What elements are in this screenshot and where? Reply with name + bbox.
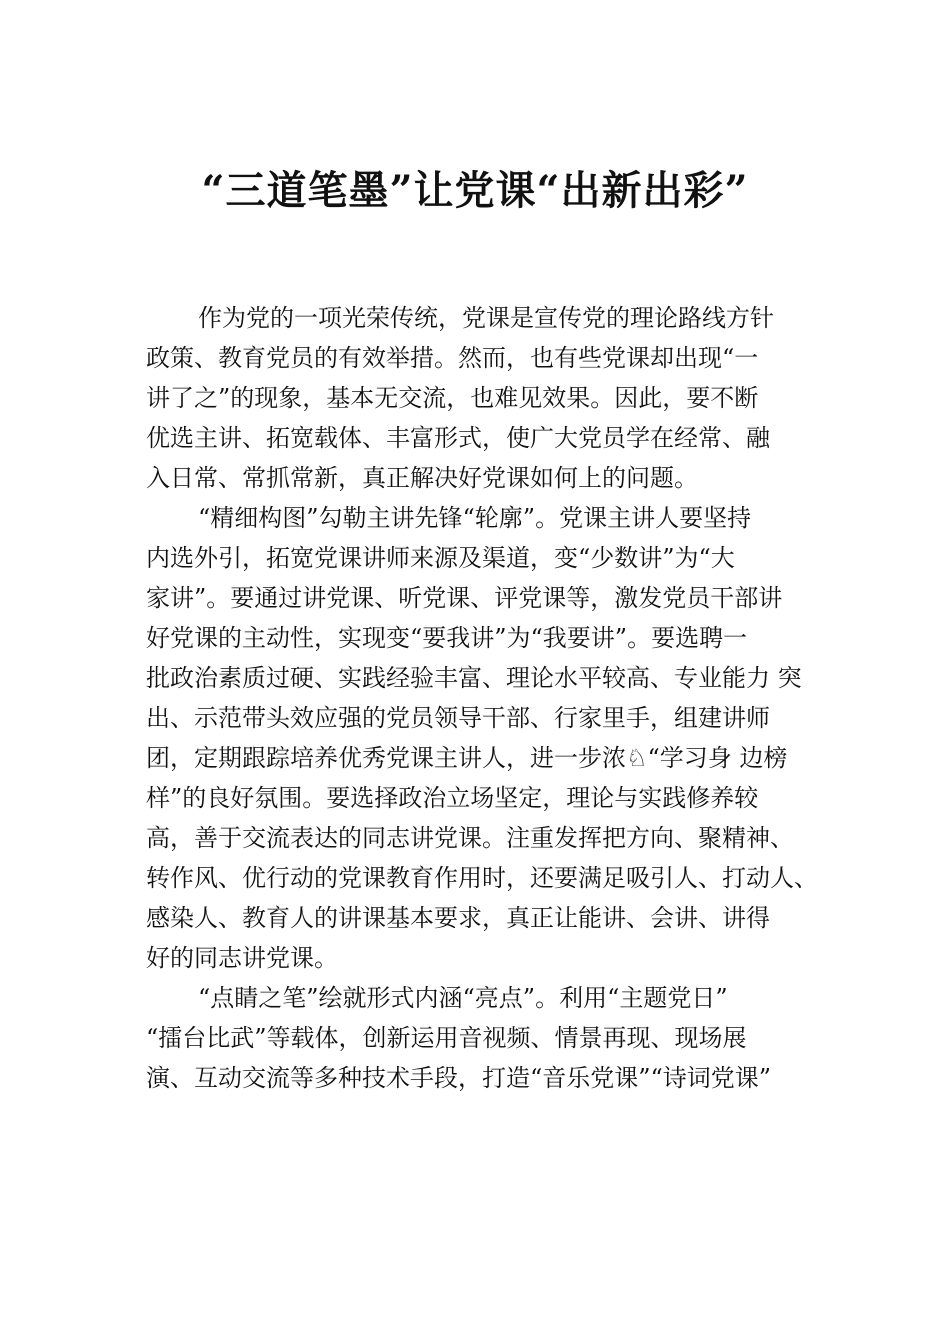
paragraph-2 <box>146 498 836 978</box>
paragraph-2-line-11: 感染人、教育人的讲课基本要求，真正让能讲、会讲、讲得 <box>146 904 770 932</box>
paragraph-1 <box>146 298 836 498</box>
paragraph-1-line-4: 优选主讲、拓宽载体、丰富形式，使广大党员学在经常、融 <box>146 424 770 452</box>
paragraph-2-line-4: 好党课的主动性，实现变“要我讲”为“我要讲”。要选聘一 <box>146 624 748 652</box>
paragraph-2-line-1: “精细构图”勾勒主讲先锋“轮廓”。党课主讲人要坚持 <box>198 504 752 532</box>
paragraph-2-line-10: 转作风、优行动的党课教育作用时，还要满足吸引人、打动人、 <box>146 864 818 892</box>
paragraph-2-line-3: 家讲”。要通过讲党课、听党课、评党课等，激发党员干部讲 <box>146 584 783 612</box>
paragraph-2-line-2: 内选外引，拓宽党课讲师来源及渠道，变“少数讲”为“大 <box>146 544 735 572</box>
paragraph-1-line-2: 政策、教育党员的有效举措。然而，也有些党课却出现“一 <box>146 344 759 372</box>
paragraph-3-line-3: 演、互动交流等多种技术手段，打造“音乐党课”“诗词党课” <box>146 1064 772 1092</box>
paragraph-2-line-12: 好的同志讲党课。 <box>146 944 338 972</box>
paragraph-1-line-3: 讲了之”的现象，基本无交流，也难见效果。因此，要不断 <box>146 384 759 412</box>
paragraph-1-line-1: 作为党的一项光荣传统，党课是宣传党的理论路线方针 <box>198 304 774 332</box>
document-body <box>146 298 836 1098</box>
paragraph-3-line-1: “点睛之笔”绘就形式内涵“亮点”。利用“主题党日” <box>198 984 728 1012</box>
paragraph-3 <box>146 978 836 1098</box>
paragraph-2-line-6: 出、示范带头效应强的党员领导干部、行家里手，组建讲师 <box>146 704 770 732</box>
paragraph-2-line-8: 样”的良好氛围。要选择政治立场坚定，理论与实践修养较 <box>146 784 759 812</box>
paragraph-1-line-5: 入日常、常抓常新，真正解决好党课如何上的问题。 <box>146 464 698 492</box>
paragraph-2-line-7: 团，定期跟踪培养优秀党课主讲人，进一步浓♘“学习身 边榜 <box>146 744 788 772</box>
paragraph-3-line-2: “擂台比武”等载体，创新运用音视频、情景再现、现场展 <box>146 1024 747 1052</box>
paragraph-2-line-5: 批政治素质过硬、实践经验丰富、理论水平较高、专业能力 突 <box>146 664 802 692</box>
paragraph-2-line-9: 高，善于交流表达的同志讲党课。注重发挥把方向、聚精神、 <box>146 824 794 852</box>
document-title: “三道笔墨”让党课“出新出彩” <box>201 167 749 214</box>
